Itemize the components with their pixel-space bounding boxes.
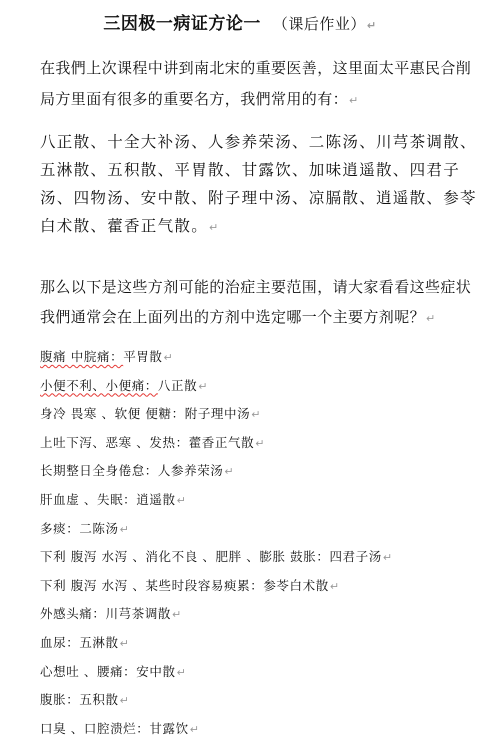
paragraph-mark-icon: ↵ [172,608,182,622]
item-answer: 平胃散 [123,349,163,364]
list-item [40,629,480,658]
list-item [40,372,480,401]
item-symptom: 腹胀： [40,692,80,708]
item-answer: 附子理中汤 [184,406,251,422]
paragraph-mark-icon: ↵ [255,436,266,450]
paragraph-mark-icon: ↵ [366,19,377,32]
item-answer: 人参养荣汤 [157,463,224,479]
item-symptom: 多痰： [40,520,80,536]
item-answer: 五淋散 [79,634,119,650]
list-item [40,457,480,486]
intro-text: 在我們上次课程中讲到南北宋的重要医善，这里面太平惠民合削局方里面有很多的重要名方，我們常用的有： [40,59,472,108]
paragraph-mark-icon: ↵ [224,465,235,479]
list-item [40,600,480,629]
paragraph-mark-icon: ↵ [119,522,130,536]
paragraph-mark-icon: ↵ [176,493,187,507]
list-item [40,515,480,544]
item-symptom: 小便不利、小便痛： [40,377,158,393]
paragraph-mark-icon: ↵ [189,722,200,736]
list-item [40,543,480,572]
item-symptom: 腹痛 中脘痛： [40,349,124,364]
item-answer: 参苓白术散 [263,577,329,593]
item-symptom: 口臭 、口腔溃烂： [40,720,150,736]
list-item [40,658,480,687]
item-symptom: 上吐下泻、恶寒 、发热： [40,434,189,450]
item-answer: 藿香正气散 [188,434,255,450]
title-text: 三因极一病证方论一 [103,14,261,34]
paragraph-mark-icon: ↵ [163,351,174,364]
question-paragraph [40,272,480,334]
paragraph-mark-icon: ↵ [119,636,130,650]
item-answer: 甘露饮 [149,720,189,736]
formula-list-text: 八正散、十全大补汤、人参养荣汤、二陈汤、川芎茶调散、五淋散、五积散、平胃散、甘露饮、加味逍遥散、四君子汤、四物汤、安中散、附子理中汤、凉膈散、逍遥散、参苓白术散、藿香正气散。 [40,133,477,235]
paragraph-mark-icon: ↵ [349,94,359,107]
title-subtitle: （课后作业） [272,15,366,33]
item-symptom: 下利 腹泻 水泻 、某些时段容易瘐累： [40,577,264,593]
item-symptom: 血尿： [40,634,80,650]
document-title [0,9,480,34]
list-item [40,715,480,744]
intro-paragraph [40,53,480,116]
item-symptom: 身冷 畏寒 、软便 便糖： [40,406,185,422]
paragraph-mark-icon: ↵ [329,579,340,593]
list-item [40,400,480,429]
item-answer: 二陈汤 [79,520,119,536]
item-answer: 安中散 [136,663,176,679]
paragraph-mark-icon: ↵ [119,694,130,708]
item-answer: 五积散 [79,692,119,708]
paragraph-mark-icon: ↵ [426,312,436,325]
paragraph-mark-icon: ↵ [198,379,209,393]
paragraph-mark-icon: ↵ [209,221,220,234]
question-text: 那么以下是这些方剂可能的治症主要范围，请大家看看这些症状我們通常会在上面列出的方剂中选定哪一个主要方剂呢？ [40,278,472,326]
item-answer: 八正散 [157,377,198,393]
list-item [40,343,480,372]
paragraph-mark-icon: ↵ [176,665,187,679]
list-item [40,686,480,715]
item-symptom: 肝血虚 、失眠： [40,491,137,507]
item-symptom: 下利 腹泻 水泻 、消化不良 、肥胖 、膨胀 鼓胀： [40,549,330,565]
item-answer: 四君子汤 [329,549,382,565]
paragraph-mark-icon: ↵ [251,408,262,422]
item-answer: 逍遥散 [136,491,176,507]
list-item [40,572,480,601]
item-symptom: 心想吐 、腰痛： [40,663,137,679]
symptom-answer-list [40,343,480,743]
list-item [40,486,480,515]
item-symptom: 长期整日全身倦怠： [40,463,158,479]
item-answer: 川芎茶调散 [105,606,172,622]
list-item [40,429,480,458]
paragraph-mark-icon: ↵ [382,551,393,565]
item-symptom: 外感头痛： [40,606,106,622]
formula-list-paragraph [40,128,480,242]
